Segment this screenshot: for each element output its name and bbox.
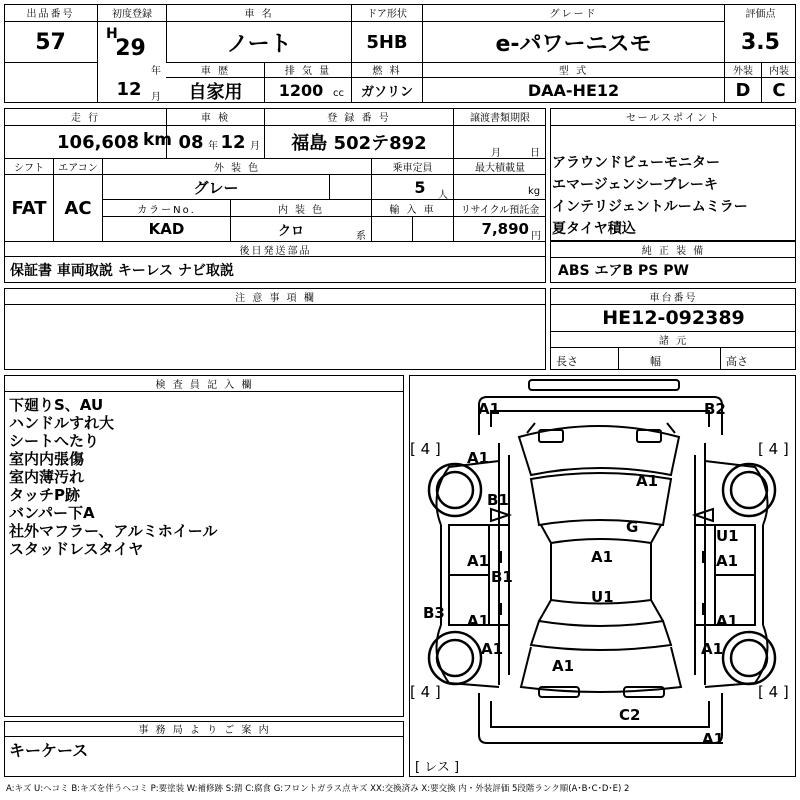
plate-label: 登 録 番 号 <box>327 113 391 124</box>
displacement-value: 1200 <box>278 81 324 100</box>
interior-color-value: クロ <box>277 223 304 239</box>
year-unit: 年 <box>151 66 161 77</box>
shipping-value: 保証書 車両取説 キーレス ナビ取説 <box>10 263 234 279</box>
mileage-value: 106,608 <box>57 131 139 153</box>
damage-mark: A1 <box>467 552 490 570</box>
damage-mark: A1 <box>481 640 504 658</box>
tire-tread-rear-left: [ 4 ] <box>410 683 441 701</box>
damage-mark: A1 <box>636 472 659 490</box>
inspector-note: ハンドルすれ大 <box>9 414 115 432</box>
month-unit: 月 <box>151 92 161 103</box>
equipment-label: 純 正 装 備 <box>641 245 706 257</box>
caution-label: 注 意 事 項 欄 <box>235 292 316 304</box>
inspector-note: バンパー下A <box>9 504 95 522</box>
lot-number: 57 <box>35 29 66 55</box>
recycle-label: リサイクル預託金 <box>460 204 540 216</box>
inspection-month: 12 <box>220 131 246 153</box>
inspector-note: 室内内張傷 <box>9 450 85 468</box>
door-label: ドア形状 <box>367 9 407 20</box>
car-name-label: 車 名 <box>244 9 274 20</box>
inspector-note: 社外マフラー、アルミホイール <box>9 522 218 540</box>
inspector-note: 下廻りS、AU <box>9 396 104 414</box>
fuel-value: ガソリン <box>360 85 413 100</box>
length-label: 長さ <box>556 355 578 368</box>
shift-value: FAT <box>11 197 47 219</box>
inspection-year: 08 <box>178 131 204 153</box>
chassis-label: 車台番号 <box>649 292 698 304</box>
load-unit: kg <box>528 186 541 197</box>
car-outline-diagram <box>409 375 796 777</box>
lot-label: 出品番号 <box>26 9 75 20</box>
model-value: DAA-HE12 <box>527 81 620 100</box>
damage-legend: A:キズ U:ヘコミ B:キズを伴うヘコミ P:要塗装 W:補修跡 S:錆 C:腐食 G:フロントガラス点キズ XX:交換済み X:要交換 内・外装評価 5段階ランク順(A･B･C･D･E) 2 <box>6 784 630 794</box>
exterior-label: 外装 <box>733 66 753 77</box>
displacement-unit: cc <box>333 88 344 99</box>
plate-value: 福島 502テ892 <box>291 133 427 154</box>
inspector-note: 室内薄汚れ <box>9 468 85 486</box>
recycle-unit: 円 <box>531 231 541 242</box>
damage-mark: C2 <box>619 706 641 724</box>
capacity-label: 乗車定員 <box>392 162 433 174</box>
mileage-label: 走 行 <box>70 113 101 124</box>
interior-color-unit: 系 <box>356 231 366 242</box>
load-label: 最大積載量 <box>475 162 525 174</box>
sales-point: 夏タイヤ積込 <box>552 221 636 237</box>
transfer-month-unit: 月 <box>491 148 501 159</box>
tire-tread-front-left: [ 4 ] <box>410 440 441 458</box>
inspector-note: スタッドレスタイヤ <box>9 540 144 558</box>
office-note: キーケース <box>9 741 89 760</box>
inspector-label: 検 査 員 記 入 欄 <box>155 379 254 391</box>
inspector-note: シートへたり <box>9 432 100 450</box>
office-label: 事 務 局 よ り ご 案 内 <box>138 725 271 736</box>
damage-mark: B2 <box>704 400 726 418</box>
inspection-label: 車 検 <box>200 113 231 124</box>
first-reg-year: 29 <box>115 35 146 61</box>
damage-mark: B1 <box>487 491 509 509</box>
first-reg-month: 12 <box>116 78 142 100</box>
sales-point: アラウンドビューモニター <box>552 155 720 171</box>
damage-mark: G <box>626 518 639 536</box>
displacement-label: 排 気 量 <box>284 66 332 77</box>
model-label: 型 式 <box>558 66 589 77</box>
sales-points-label: セールスポイント <box>625 113 722 124</box>
first-reg-label: 初度登録 <box>112 9 152 20</box>
mileage-unit: km <box>143 130 173 150</box>
tire-tread-front-right: [ 4 ] <box>758 440 789 458</box>
history-value: 自家用 <box>188 81 243 103</box>
damage-mark: A1 <box>478 400 501 418</box>
score-value: 3.5 <box>741 29 780 55</box>
damage-mark: A1 <box>467 449 490 467</box>
damage-mark: A1 <box>702 730 725 748</box>
damage-mark: A1 <box>552 657 575 675</box>
era-mark: H <box>106 26 118 42</box>
interior-color-label: 内 装 色 <box>277 204 325 216</box>
color-no-value: KAD <box>148 220 185 238</box>
exterior-grade: D <box>735 80 751 101</box>
damage-mark: B1 <box>491 568 513 586</box>
recycle-value: 7,890 <box>481 220 529 238</box>
fuel-label: 燃 料 <box>372 66 402 77</box>
history-label: 車 歴 <box>200 66 231 77</box>
damage-mark: A1 <box>701 640 724 658</box>
sales-point: インテリジェントルームミラー <box>552 199 748 215</box>
interior-grade: C <box>772 80 786 101</box>
damage-mark: A1 <box>467 612 490 630</box>
inspector-note: タッチP跡 <box>9 486 80 504</box>
color-value: グレー <box>193 178 239 197</box>
inspection-month-unit: 月 <box>250 141 260 152</box>
damage-mark: A1 <box>591 548 614 566</box>
chassis-number: HE12-092389 <box>602 307 745 329</box>
color-no-label: カラーNo. <box>137 204 196 216</box>
grade-value: e-パワーニスモ <box>495 31 652 57</box>
width-label: 幅 <box>650 355 661 368</box>
spec-label: 諸 元 <box>658 335 689 347</box>
capacity-value: 5 <box>414 177 426 197</box>
ac-label: エアコン <box>58 162 98 174</box>
height-label: 高さ <box>726 355 748 368</box>
capacity-unit: 人 <box>438 190 448 201</box>
import-label: 輸 入 車 <box>389 204 436 216</box>
damage-mark: B3 <box>423 604 445 622</box>
sales-point: エマージェンシーブレーキ <box>552 177 718 193</box>
equipment-value: ABS エアB PS PW <box>558 263 689 279</box>
car-name: ノート <box>226 31 292 57</box>
damage-mark: U1 <box>591 588 614 606</box>
ac-value: AC <box>64 197 92 219</box>
spare-tire-note: [ レス ] <box>415 760 460 775</box>
damage-mark: A1 <box>716 612 739 630</box>
transfer-day-unit: 日 <box>530 148 540 159</box>
shipping-label: 後日発送部品 <box>239 245 312 257</box>
shift-label: シフト <box>14 162 44 174</box>
damage-mark: U1 <box>716 527 739 545</box>
door-type: 5HB <box>366 31 408 53</box>
transfer-label: 譲渡書類期限 <box>470 113 530 124</box>
tire-tread-rear-right: [ 4 ] <box>758 683 789 701</box>
damage-mark: A1 <box>716 552 739 570</box>
inspection-year-unit: 年 <box>208 141 218 152</box>
score-label: 評価点 <box>745 9 776 20</box>
interior-label: 内装 <box>769 66 789 77</box>
color-label: 外 装 色 <box>213 162 261 174</box>
grade-label: グレード <box>549 9 598 20</box>
